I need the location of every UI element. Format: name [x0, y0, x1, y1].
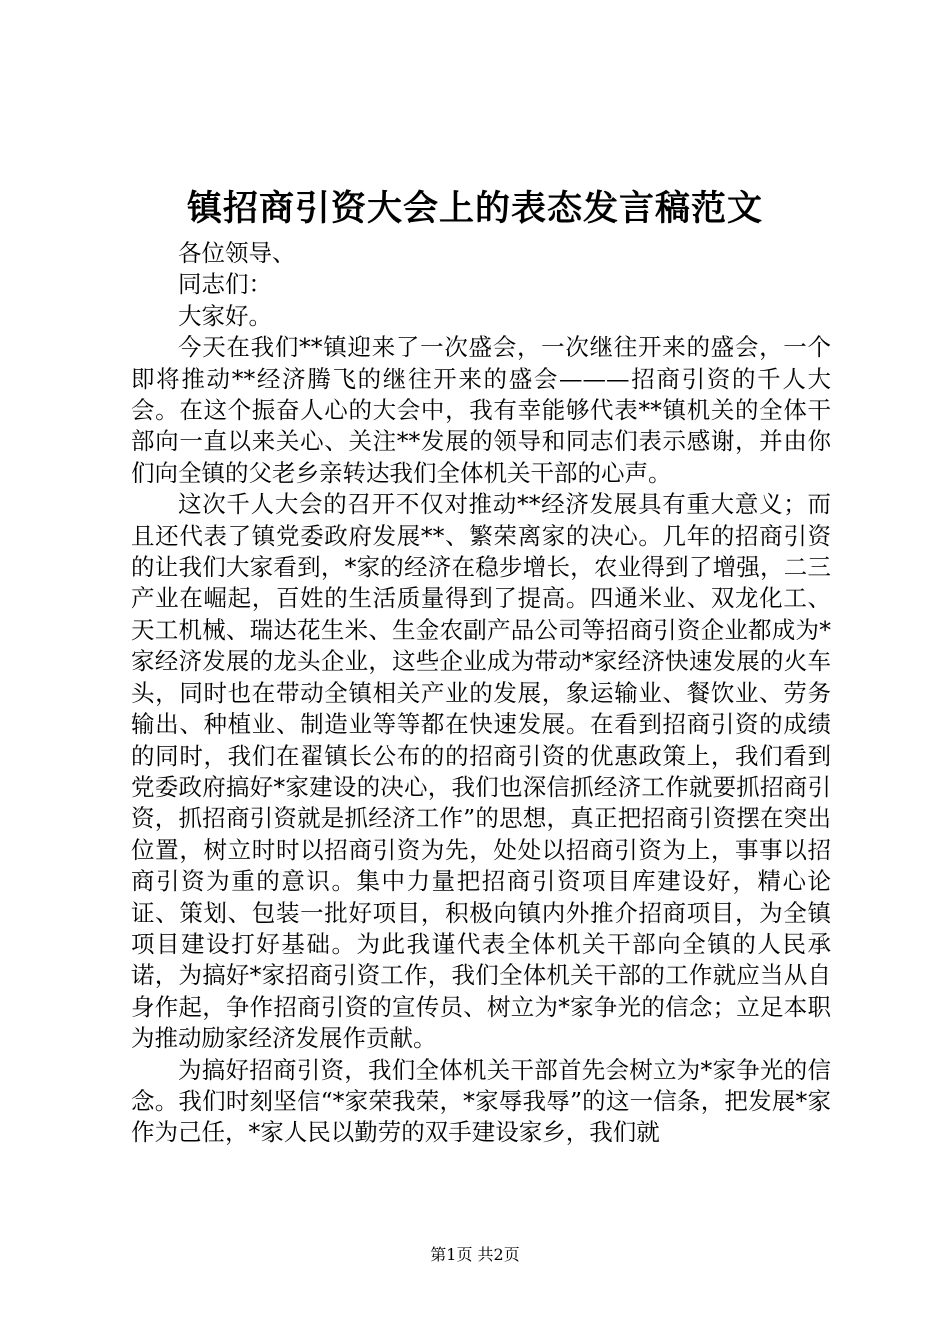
document-title: 镇招商引资大会上的表态发言稿范文 [186, 188, 763, 229]
salutation-leaders: 各位领导、 [178, 239, 296, 267]
page-number-footer: 第1页 共2页 [430, 1245, 520, 1264]
body-paragraph: 今天在我们**镇迎来了一次盛会，一次继往开来的盛会，一个即将推动**经济腾飞的继往开来的盛会———招商引资的千人大会。在这个振奋人心的大会中，我有幸能够代表**镇机关的全体干部向一直以来关心、关注**发展的领导和同志们表示感谢，并由你们向全镇的父老乡亲转达我们全体机关干部的心声。 [131, 333, 831, 487]
document-body [131, 238, 831, 1149]
body-paragraph: 这次千人大会的召开不仅对推动**经济发展具有重大意义；而且还代表了镇党委政府发展**、繁荣离家的决心。几年的招商引资的让我们大家看到，*家的经济在稳步增长，农业得到了增强，二三产业在崛起，百姓的生活质量得到了提高。四通米业、双龙化工、天工机械、瑞达花生米、生金农副产品公司等招商引资企业都成为*家经济发展的龙头企业，这些企业成为带动*家经济快速发展的火车头，同时也在带动全镇相关产业的发展，象运输业、餐饮业、劳务输出、种植业、制造业等等都在快速发展。在看到招商引资的成绩的同时，我们在翟镇长公布的的招商引资的优惠政策上，我们看到党委政府搞好*家建设的决心，我们也深信抓经济工作就要抓招商引资，抓招商引资就是抓经济工作”的思想，真正把招商引资摆在突出位置，树立时时以招商引资为先，处处以招商引资为上，事事以招商引资为重的意识。集中力量把招商引资项目库建设好，精心论证、策划、包装一批好项目，积极向镇内外推介招商项目，为全镇项目建设打好基础。为此我谨代表全体机关干部向全镇的人民承诺，为搞好*家招商引资工作，我们全体机关干部的工作就应当从自身作起，争作招商引资的宣传员、树立为*家争光的信念；立足本职为推动励家经济发展作贡献。 [131, 490, 831, 1053]
body-paragraph: 为搞好招商引资，我们全体机关干部首先会树立为*家争光的信念。我们时刻坚信“*家荣我荣，*家辱我辱”的这一信条，把发展*家作为己任，*家人民以勤劳的双手建设家乡，我们就 [131, 1055, 831, 1147]
salutation-comrades: 同志们： [178, 270, 272, 299]
greeting: 大家好。 [178, 301, 272, 330]
